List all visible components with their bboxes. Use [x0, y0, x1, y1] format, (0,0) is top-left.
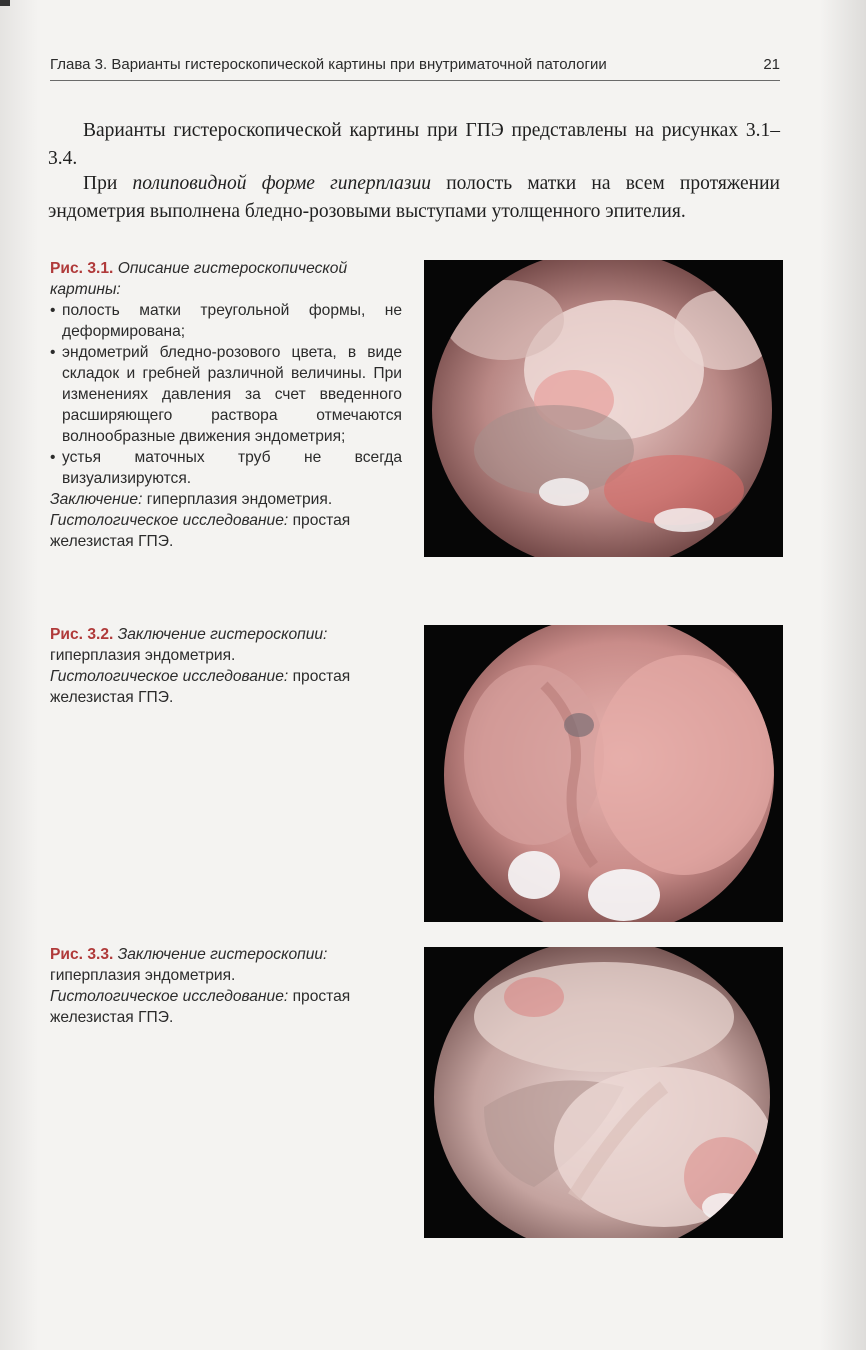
figure-3-1-conclusion [50, 489, 402, 510]
hysteroscopy-view-1 [424, 260, 783, 557]
running-head [50, 56, 780, 73]
figure-3-3-histology [50, 986, 402, 1028]
list-item: • полость матки треугольной формы, не деформирована; [50, 300, 402, 342]
histology-text: простая железистая ГПЭ. [50, 988, 351, 1026]
figure-3-1-hysteroscopy-image [424, 260, 783, 557]
figure-3-1-label: Рис. 3.1. [50, 260, 114, 277]
figure-3-1-bullets [50, 300, 402, 489]
intro-text: Варианты гистероскопической картины при ГПЭ представлены на рисунках 3.1–3.4. [48, 120, 780, 169]
conclusion-label: Заключение гистероскопии: [117, 946, 328, 963]
conclusion-label: Заключение гистероскопии: [117, 626, 328, 643]
figure-3-3-hysteroscopy-image [424, 947, 783, 1238]
figure-3-3-conclusion [50, 944, 402, 986]
histology-label: Гистологическое исследование: [50, 512, 289, 529]
histology-label: Гистологическое исследование: [50, 668, 289, 685]
figure-3-2-label: Рис. 3.2. [50, 626, 114, 643]
figure-3-2-conclusion [50, 624, 402, 666]
conclusion-text: гиперплазия эндометрия. [146, 491, 333, 508]
para2-suffix: полость матки на всем протяжении эндометрия выполнена бледно-розовыми выступами утолщенного эпителия. [48, 173, 780, 222]
page-edge-shadow-left [0, 0, 38, 1350]
figure-3-2-histology [50, 666, 402, 708]
figure-3-2-caption [50, 624, 402, 708]
header-rule [50, 80, 780, 81]
figure-3-1-description: Описание гистероскопической картины: [50, 260, 348, 298]
scan-corner-mark [0, 0, 10, 6]
conclusion-text: гиперплазия эндометрия. [50, 647, 236, 664]
conclusion-label: Заключение: [50, 491, 143, 508]
para2-prefix: При [83, 173, 133, 194]
figure-3-1-histology [50, 510, 402, 552]
hysteroscopy-view-2 [424, 625, 783, 922]
intro-paragraph [48, 117, 780, 173]
figure-3-3-caption [50, 944, 402, 1028]
polypoid-form-paragraph [48, 170, 780, 226]
figure-3-1-caption [50, 258, 402, 552]
page-number: 21 [763, 56, 780, 73]
list-item: • эндометрий бледно-розового цвета, в виде складок и гребней различной величины. При изменениях давления за счет введенного расширяющего раствора отмечаются волнообразные движения эндометрия; [50, 342, 402, 447]
conclusion-text: гиперплазия эндометрия. [50, 967, 236, 984]
histology-label: Гистологическое исследование: [50, 988, 289, 1005]
hysteroscopy-view-3 [424, 947, 783, 1238]
figure-3-1-heading [50, 258, 402, 300]
figure-3-2-hysteroscopy-image [424, 625, 783, 922]
chapter-title: Глава 3. Варианты гистероскопической картины при внутриматочной патологии [50, 56, 607, 73]
histology-text: простая железистая ГПЭ. [50, 668, 351, 706]
list-item: • устья маточных труб не всегда визуализируются. [50, 447, 402, 489]
page-edge-shadow-right [820, 0, 866, 1350]
histology-text: простая железистая ГПЭ. [50, 512, 351, 550]
figure-3-3-label: Рис. 3.3. [50, 946, 114, 963]
para2-italic-term: полиповидной форме гиперплазии [132, 173, 432, 194]
